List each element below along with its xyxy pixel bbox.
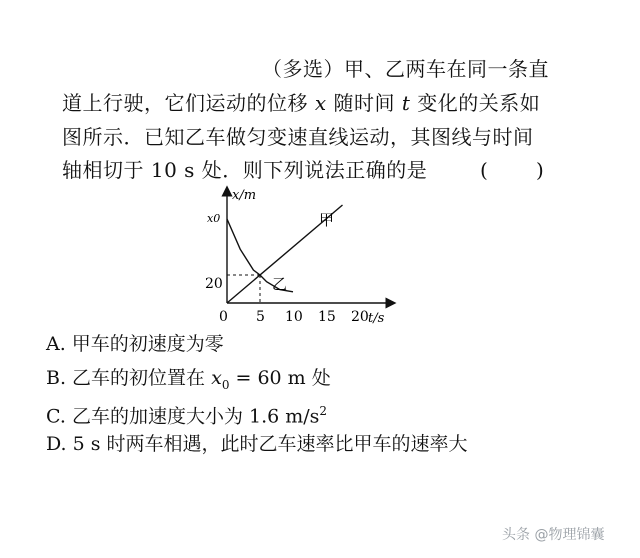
x-tick-label: 0 (219, 309, 228, 325)
label-yi: 乙 (272, 275, 288, 293)
watermark: 头条 @物理锦囊 (502, 527, 605, 543)
question-text-1: （多选）甲、乙两车在同一条直 (262, 57, 549, 81)
option-c[interactable] (46, 399, 327, 428)
variable-x: x (314, 91, 327, 115)
x-axis-label: t/s (368, 311, 385, 326)
question-text-3: 图所示．已知乙车做匀变速直线运动，其图线与时间 (62, 125, 534, 149)
option-d-text: D. 5 s 时两车相遇，此时乙车速率比甲车的速率大 (46, 433, 468, 455)
x-tick-label: 10 (285, 309, 303, 325)
question-text-4: 轴相切于 10 s 处．则下列说法正确的是 (62, 158, 428, 182)
variable-t: t (401, 91, 411, 115)
question-text-2a: 道上行驶，它们运动的位移 (62, 91, 308, 115)
option-b-subscript: 0 (221, 377, 230, 392)
option-c-superscript: 2 (319, 404, 328, 418)
y-tick-x0: x0 (207, 212, 221, 225)
option-b-variable: x (211, 367, 222, 389)
x-tick-label: 15 (318, 309, 336, 325)
option-d[interactable] (46, 432, 468, 456)
option-a[interactable] (46, 332, 224, 356)
question-line-1 (262, 57, 549, 81)
y-tick-20: 20 (205, 276, 223, 292)
question-text-2c: 变化的关系如 (417, 91, 541, 115)
label-jia: 甲 (319, 211, 335, 229)
x-tick-label: 5 (256, 309, 265, 325)
question-line-3 (62, 125, 534, 149)
option-b-text: B. 乙车的初位置在 (46, 367, 206, 389)
answer-paren-close: ) (536, 158, 544, 182)
x-tick-label: 20 (351, 309, 369, 325)
question-line-4 (62, 158, 427, 182)
answer-paren-open: ( (480, 158, 488, 182)
option-b-text-post: = 60 m 处 (235, 367, 331, 389)
question-text-2b: 随时间 (333, 91, 395, 115)
option-a-text: A. 甲车的初速度为零 (46, 333, 224, 355)
y-axis-label: x/m (232, 188, 257, 203)
option-c-text: C. 乙车的加速度大小为 1.6 m/s (46, 405, 320, 428)
xt-graph (195, 185, 405, 330)
option-b[interactable] (46, 366, 331, 397)
question-line-2 (62, 91, 540, 115)
